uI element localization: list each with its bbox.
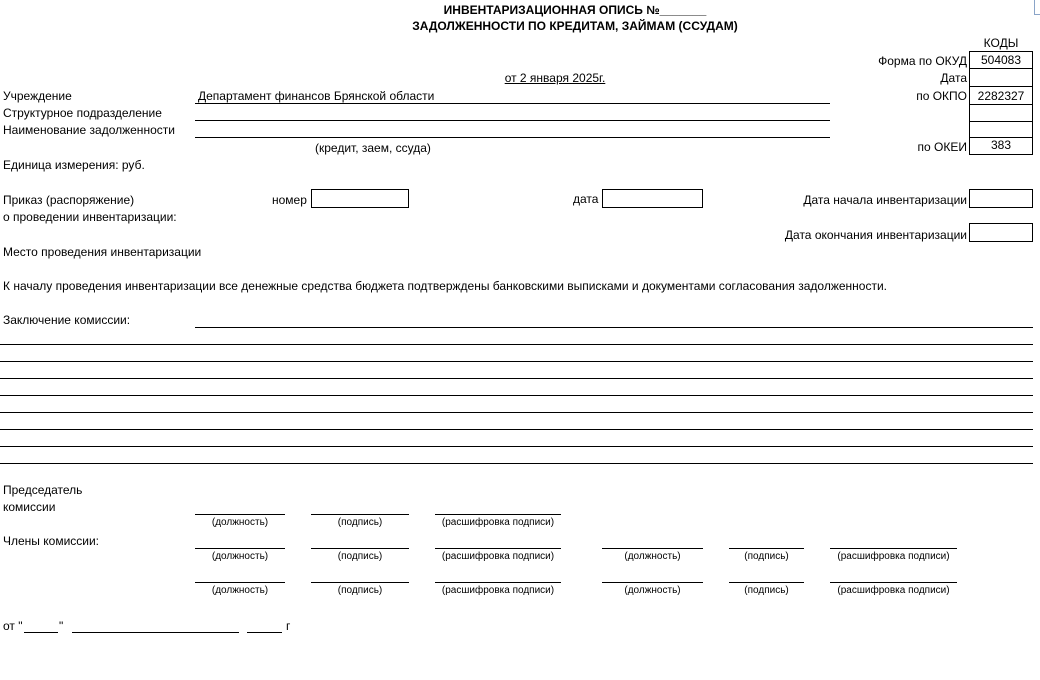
member-position-line[interactable] [602,582,703,583]
footer-prefix: от " [3,619,23,633]
member-signature-line[interactable] [311,582,409,583]
conclusion-line[interactable] [0,344,1033,345]
date-code-value[interactable] [970,70,1032,87]
okei-label: по ОКЕИ [917,140,967,154]
debt-name-label: Наименование задолженности [3,123,175,137]
institution-underline [195,103,830,104]
conclusion-line[interactable] [0,463,1033,464]
end-date-label: Дата окончания инвентаризации [784,228,967,242]
title-line-2: ЗАДОЛЖЕННОСТИ ПО КРЕДИТАМ, ЗАЙМАМ (ССУДАМ) [412,19,738,33]
footer-day-line[interactable] [24,632,58,633]
chair-label-1: Председатель [3,483,83,497]
code-cell-4[interactable] [970,105,1032,122]
okpo-label: по ОКПО [916,89,967,103]
okud-label: Форма по ОКУД [878,54,967,68]
place-label: Место проведения инвентаризации [3,245,202,259]
position-caption: (должность) [624,585,681,596]
chair-position-line[interactable] [195,514,285,515]
signature-caption: (подпись) [744,551,789,562]
member-decoding-line[interactable] [435,582,561,583]
decoding-caption: (расшифровка подписи) [441,517,555,528]
chair-label-2: комиссии [3,500,56,514]
position-caption: (должность) [624,551,681,562]
corner-mark [1034,0,1040,15]
decoding-caption: (расшифровка подписи) [837,551,950,562]
member-position-line[interactable] [602,548,703,549]
signature-caption: (подпись) [744,585,789,596]
decoding-caption: (расшифровка подписи) [441,585,555,596]
title-line-1: ИНВЕНТАРИЗАЦИОННАЯ ОПИСЬ №_______ [443,3,707,17]
conclusion-line[interactable] [0,446,1033,447]
signature-caption: (подпись) [337,517,383,528]
subdivision-label: Структурное подразделение [3,106,162,120]
member-signature-line[interactable] [729,548,804,549]
start-date-field[interactable] [969,189,1033,208]
conclusion-line[interactable] [0,378,1033,379]
date-line: от 2 января 2025г. [504,71,606,85]
institution-label: Учреждение [3,89,72,103]
conclusion-line[interactable] [0,361,1033,362]
date-code-label: Дата [940,71,967,85]
member-position-line[interactable] [195,548,285,549]
okpo-value[interactable]: 2282327 [970,87,1032,105]
okei-value[interactable]: 383 [990,138,1012,152]
position-caption: (должность) [211,585,269,596]
member-signature-line[interactable] [729,582,804,583]
code-cell-5[interactable] [970,122,1032,138]
chair-decoding-line[interactable] [435,514,561,515]
order-label-1: Приказ (распоряжение) [3,193,135,207]
signature-caption: (подпись) [337,585,383,596]
debt-name-underline[interactable] [195,137,830,138]
decoding-caption: (расшифровка подписи) [441,551,555,562]
start-date-label: Дата начала инвентаризации [803,193,967,207]
signature-caption: (подпись) [337,551,383,562]
institution-value[interactable]: Департамент финансов Брянской области [198,89,435,103]
order-number-field[interactable] [311,189,409,208]
subdivision-underline[interactable] [195,120,830,121]
conclusion-line[interactable] [0,429,1033,430]
conclusion-line[interactable] [195,327,1033,328]
position-caption: (должность) [211,517,269,528]
order-date-field[interactable] [602,189,703,208]
footer-quote: " [59,619,64,633]
codes-table [969,51,1033,155]
conclusion-label: Заключение комиссии: [3,313,131,327]
order-label-2: о проведении инвентаризации: [3,210,177,224]
footer-year-line[interactable] [247,632,282,633]
debt-hint: (кредит, заем, ссуда) [315,141,431,155]
codes-header: КОДЫ [983,36,1019,50]
footer-suffix: г [286,619,291,633]
conclusion-line[interactable] [0,395,1033,396]
member-decoding-line[interactable] [830,582,957,583]
members-label: Члены комиссии: [3,534,100,548]
order-number-label: номер [272,193,307,207]
member-decoding-line[interactable] [830,548,957,549]
chair-signature-line[interactable] [311,514,409,515]
member-position-line[interactable] [195,582,285,583]
end-date-field[interactable] [969,223,1033,242]
statement-text: К началу проведения инвентаризации все денежные средства бюджета подтверждены банковскими выписками и документами согласования задолженности. [3,279,887,293]
order-date-label: дата [573,192,599,206]
decoding-caption: (расшифровка подписи) [837,585,950,596]
member-signature-line[interactable] [311,548,409,549]
position-caption: (должность) [211,551,269,562]
footer-month-line[interactable] [72,632,239,633]
okud-value[interactable]: 504083 [970,53,1032,69]
conclusion-line[interactable] [0,412,1033,413]
member-decoding-line[interactable] [435,548,561,549]
unit-label: Единица измерения: руб. [3,158,145,172]
